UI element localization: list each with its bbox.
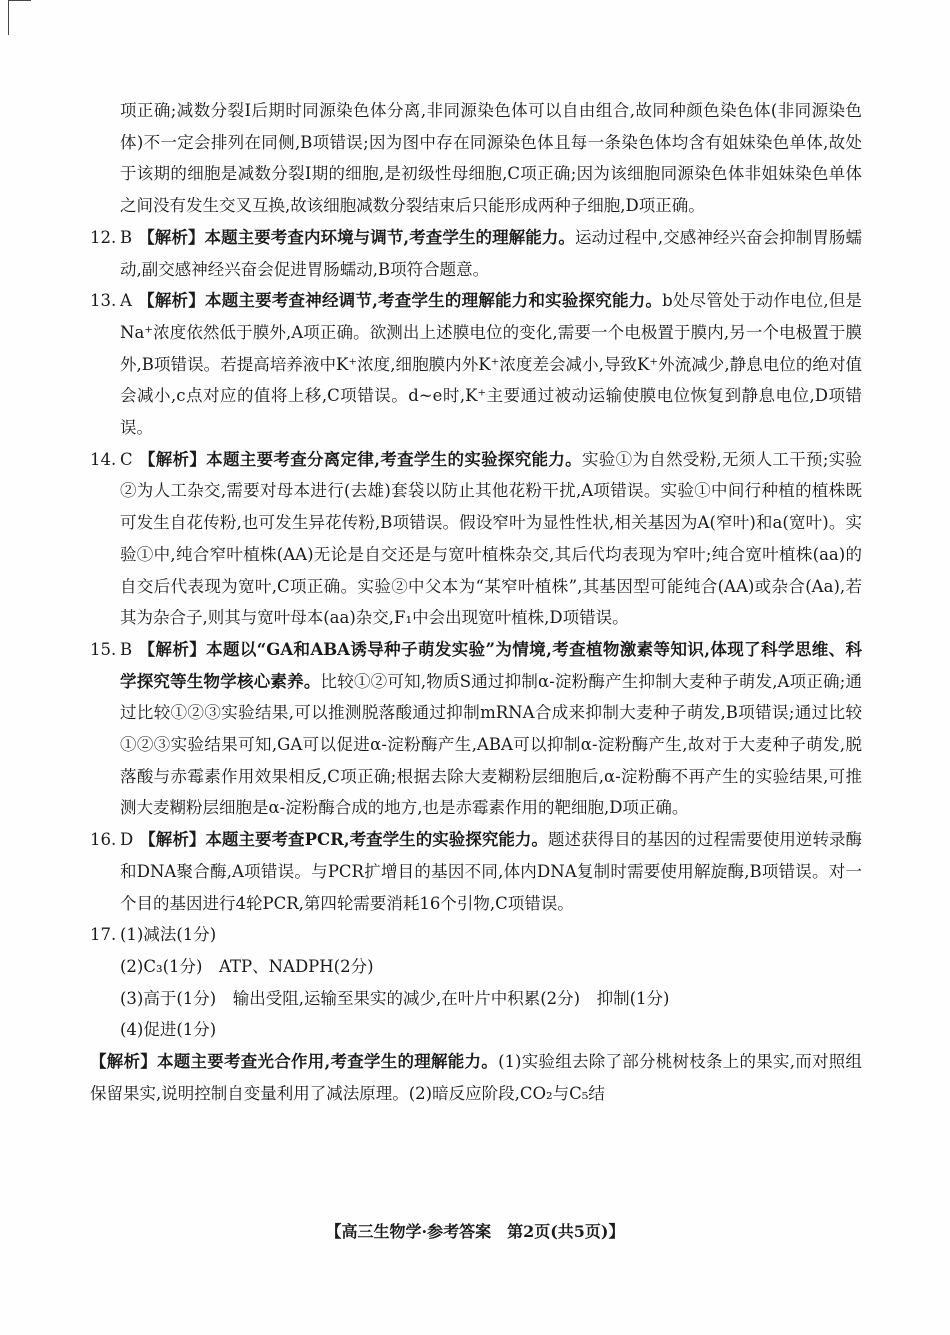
q17-line-4: (4)促进(1分)	[120, 1020, 217, 1040]
q17-line-1: (1)减法(1分)	[120, 925, 217, 945]
item-answer: D	[120, 830, 134, 850]
answer-item-17	[90, 919, 862, 951]
item-number: 17.	[90, 925, 117, 945]
item-number: 16.	[90, 830, 117, 850]
item-analysis-text: 运动过程中,交感神经兴奋会抑制胃肠蠕动,副交感神经兴奋会促进胃肠蠕动,B项符合题意。	[120, 227, 862, 279]
item-analysis-heading: 【解析】本题主要考查内环境与调节,考查学生的理解能力。	[138, 227, 575, 247]
item-analysis-text: 比较①②可知,物质S通过抑制α-淀粉酶产生抑制大麦种子萌发,A项正确;通过比较①②③实验结果,可以推测脱落酸通过抑制mRNA合成来抑制大麦种子萌发,B项错误;通过比较①②③实验结果可知,GA可以促进α-淀粉酶产生,ABA可以抑制α-淀粉酶产生,故对于大麦种子萌发,脱落酸与赤霉素作用效果相反,C项正确;根据去除大麦糊粉层细胞后,α-淀粉酶不再产生的实验结果,可推测大麦糊粉层细胞是α-淀粉酶合成的地方,也是赤霉素作用的靶细胞,D项正确。	[120, 671, 862, 818]
answer-content	[90, 95, 862, 1110]
item-number: 15.	[90, 639, 117, 659]
q17-analysis	[90, 1046, 862, 1109]
answer-item-14	[90, 444, 862, 634]
corner-crop-mark	[8, 0, 31, 35]
footer-text: 【高三生物学·参考答案 第2页(共5页)】	[325, 1222, 625, 1241]
q17-analysis-heading: 【解析】本题主要考查光合作用,考查学生的理解能力。	[90, 1052, 499, 1072]
answer-item-15	[90, 634, 862, 824]
item-number: 12.	[90, 227, 117, 247]
item-number: 14.	[90, 449, 117, 469]
item-answer: C	[120, 449, 133, 469]
item-answer: B	[120, 639, 133, 659]
answer-item-12	[90, 222, 862, 285]
page-footer	[0, 1219, 950, 1242]
item-analysis-heading: 【解析】本题主要考查PCR,考查学生的实验探究能力。	[139, 830, 548, 850]
item-analysis-heading: 【解析】本题主要考查神经调节,考查学生的理解能力和实验探究能力。	[137, 291, 663, 311]
item-answer: B	[120, 227, 133, 247]
answer-item-13	[90, 285, 862, 444]
continuation-paragraph: 项正确;减数分裂Ⅰ后期时同源染色体分离,非同源染色体可以自由组合,故同种颜色染色体(非同源染色体)不一定会排列在同侧,B项错误;因为图中存在同源染色体且每一条染色体均含有姐妹染色单体,故处于该期的细胞是减数分裂Ⅰ期的细胞,是初级性母细胞,C项正确;因为该细胞同源染色体非姐妹染色单体之间没有发生交叉互换,故该细胞减数分裂结束后只能形成两种子细胞,D项正确。	[120, 101, 862, 216]
answer-item-16	[90, 824, 862, 919]
q17-analysis-text: (1)实验组去除了部分桃树枝条上的果实,而对照组保留果实,说明控制自变量利用了减法原理。(2)暗反应阶段,CO₂与C₅结	[90, 1052, 862, 1103]
q17-line-2: (2)C₃(1分) ATP、NADPH(2分)	[120, 956, 374, 976]
item-analysis-heading: 【解析】本题以“GA和ABA诱导种子萌发实验”为情境,考查植物激素等知识,体现了科学思维、科学探究等生物学核心素养。	[120, 639, 862, 691]
item-number: 13.	[90, 291, 117, 311]
item-answer: A	[120, 291, 132, 311]
q17-line-3: (3)高于(1分) 输出受阻,运输至果实的减少,在叶片中积累(2分) 抑制(1分)	[120, 988, 670, 1008]
item-analysis-text: 题述获得目的基因的过程需要使用逆转录酶和DNA聚合酶,A项错误。与PCR扩增目的基因不同,体内DNA复制时需要使用解旋酶,B项错误。对一个目的基因进行4轮PCR,第四轮需要消耗16个引物,C项错误。	[120, 830, 863, 913]
item-analysis-heading: 【解析】本题主要考查分离定律,考查学生的实验探究能力。	[138, 449, 582, 469]
item-analysis-text: b处尽管处于动作电位,但是Na⁺浓度依然低于膜外,A项正确。欲测出上述膜电位的变化,需要一个电极置于膜内,另一个电极置于膜外,B项错误。若提高培养液中K⁺浓度,细胞膜内外K⁺浓度差会减小,导致K⁺外流减少,静息电位的绝对值会减小,c点对应的值将上移,C项错误。d~e时,K⁺主要通过被动运输使膜电位恢复到静息电位,D项错误。	[120, 291, 863, 438]
item-analysis-text: 实验①为自然受粉,无须人工干预;实验②为人工杂交,需要对母本进行(去雄)套袋以防止其他花粉干扰,A项错误。实验①中间行种植的植株既可发生自花传粉,也可发生异花传粉,B项错误。假设窄叶为显性性状,相关基因为A(窄叶)和a(宽叶)。实验①中,纯合窄叶植株(AA)无论是自交还是与宽叶植株杂交,其后代均表现为窄叶;纯合宽叶植株(aa)的自交后代表现为宽叶,C项正确。实验②中父本为“某窄叶植株”,其基因型可能纯合(AA)或杂合(Aa),若其为杂合子,则其与宽叶母本(aa)杂交,F₁中会出现宽叶植株,D项错误。	[120, 449, 862, 628]
